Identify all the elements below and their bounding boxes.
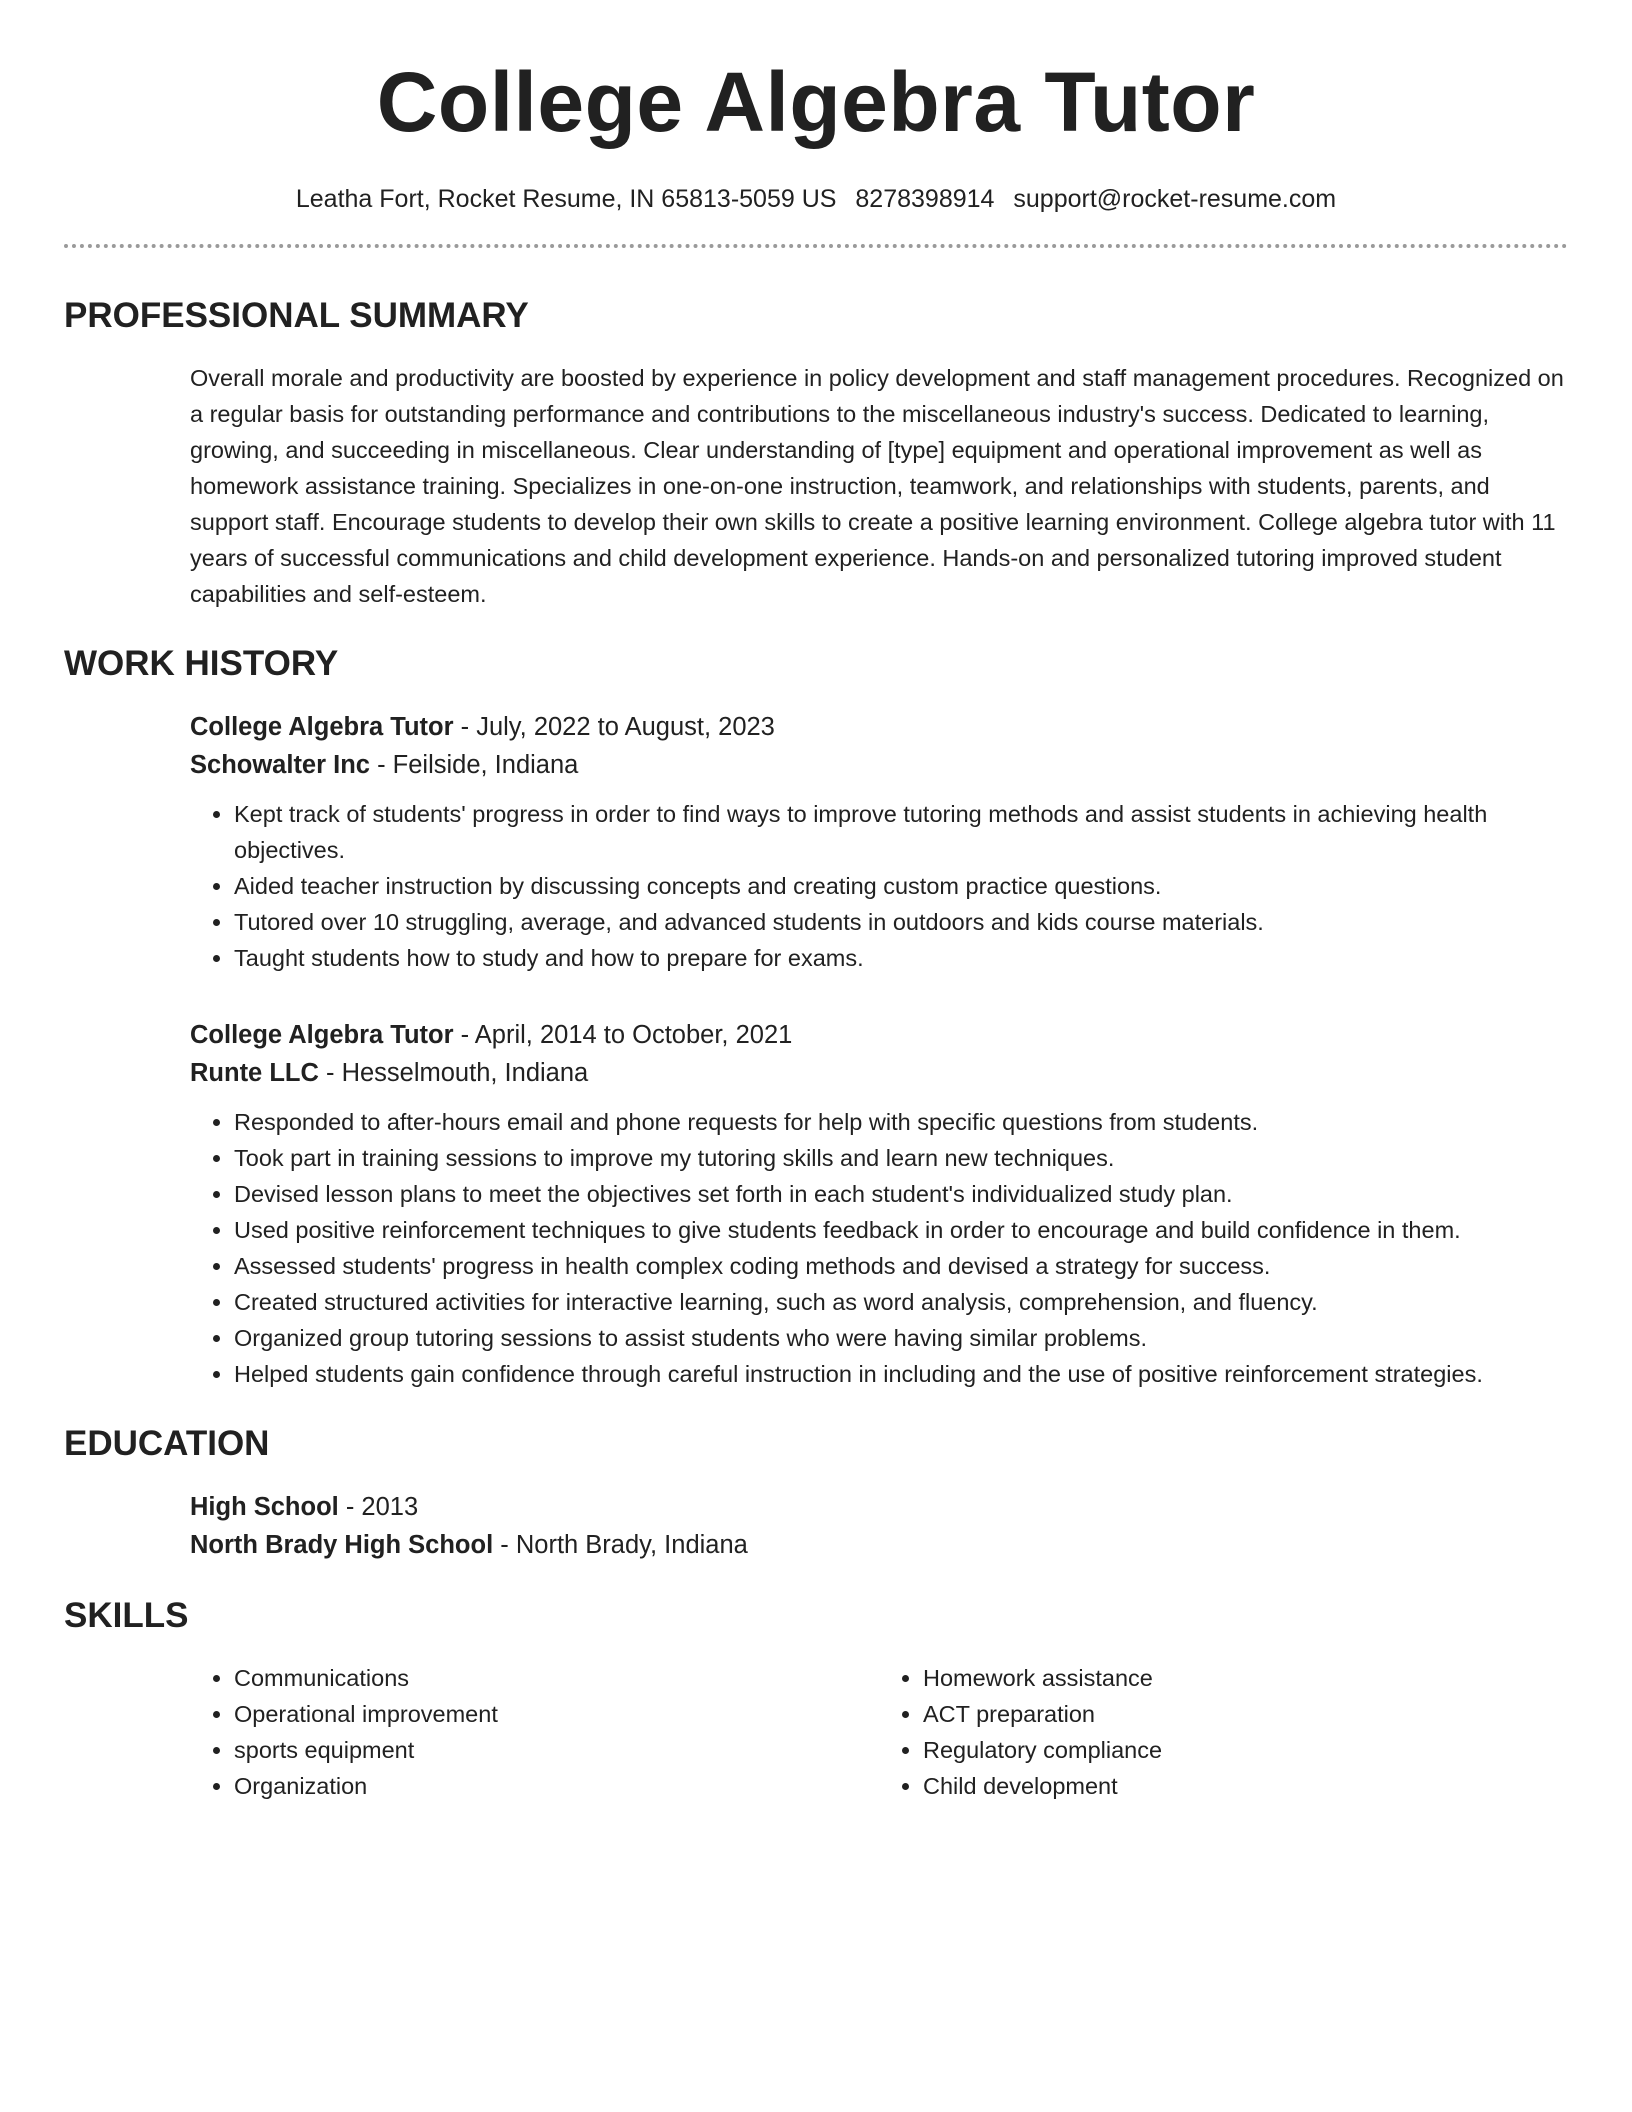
job-bullet: • Helped students gain confidence through careful instruction in including and the use of positive reinforcement strategies. [234, 1356, 1568, 1392]
contact-address: Leatha Fort, Rocket Resume, IN 65813-5059 US [295, 185, 837, 213]
skills-body [190, 1660, 1568, 1804]
job-bullet: • Tutored over 10 struggling, average, and advanced students in outdoors and kids course materials. [234, 904, 1568, 940]
job-role: College Algebra Tutor [190, 713, 454, 741]
education-degree: High School [190, 1493, 339, 1521]
job-bullet: • Took part in training sessions to improve my tutoring skills and learn new techniques. [234, 1140, 1568, 1176]
summary-heading: PROFESSIONAL SUMMARY [64, 296, 529, 335]
job-company: Runte LLC [190, 1059, 319, 1087]
summary-section [64, 294, 1568, 612]
job-bullet: • Devised lesson plans to meet the objectives set forth in each student's individualized study plan. [234, 1176, 1568, 1212]
work-history-body [190, 708, 1568, 1392]
job-company-line [190, 1054, 1568, 1092]
work-history-section [64, 642, 1568, 1392]
skills-heading: SKILLS [64, 1596, 189, 1635]
skill-item: • ACT preparation [923, 1696, 1568, 1732]
education-location: - North Brady, Indiana [493, 1531, 748, 1559]
education-school-line [190, 1526, 1568, 1564]
education-heading: EDUCATION [64, 1424, 270, 1463]
job-title-line [190, 708, 1568, 746]
job-company: Schowalter Inc [190, 751, 370, 779]
education-school: North Brady High School [190, 1531, 494, 1559]
job-location: - Hesselmouth, Indiana [318, 1059, 589, 1087]
job-bullet: • Created structured activities for interactive learning, such as word analysis, comprehension, and fluency. [234, 1284, 1568, 1320]
skill-item: • sports equipment [234, 1732, 879, 1768]
work-history-heading: WORK HISTORY [64, 644, 339, 683]
skill-item: • Communications [234, 1660, 879, 1696]
job-dates: - July, 2022 to August, 2023 [453, 713, 775, 741]
job-bullet: • Responded to after-hours email and phone requests for help with specific questions from students. [234, 1104, 1568, 1140]
job-role: College Algebra Tutor [190, 1021, 454, 1049]
skill-item: • Homework assistance [923, 1660, 1568, 1696]
job-location: - Feilside, Indiana [369, 751, 579, 779]
header-divider [64, 244, 1568, 248]
resume-header [64, 0, 1568, 248]
skills-grid [190, 1660, 1568, 1804]
education-year: - 2013 [338, 1493, 419, 1521]
contact-email: support@rocket-resume.com [1013, 185, 1337, 213]
job-company-line [190, 746, 1568, 784]
job-title-line [190, 1016, 1568, 1054]
job-entry [190, 1016, 1568, 1392]
job-bullet: • Assessed students' progress in health complex coding methods and devised a strategy for success. [234, 1248, 1568, 1284]
summary-body [190, 360, 1568, 612]
education-degree-line [190, 1488, 1568, 1526]
job-dates: - April, 2014 to October, 2021 [453, 1021, 793, 1049]
job-bullet: • Kept track of students' progress in order to find ways to improve tutoring methods and assist students in achieving health objectives. [234, 796, 1568, 868]
contact-line [64, 182, 1568, 216]
summary-text: Overall morale and productivity are boosted by experience in policy development and staff management procedures. Recognized on a regular basis for outstanding performance and contributions to the miscellaneous industry's success. Dedicated to learning, growing, and succeeding in miscellaneous. Clear understanding of [type] equipment and operational improvement as well as homework assistance training. Specializes in one-on-one instruction, teamwork, and relationships with students, parents, and support staff. Encourage students to develop their own skills to create a positive learning environment. College algebra tutor with 11 years of successful communications and child development experience. Hands-on and personalized tutoring improved student capabilities and self-esteem. [190, 365, 1564, 607]
job-bullet: • Aided teacher instruction by discussing concepts and creating custom practice questions. [234, 868, 1568, 904]
job-bullet: • Organized group tutoring sessions to assist students who were having similar problems. [234, 1320, 1568, 1356]
skill-item: • Regulatory compliance [923, 1732, 1568, 1768]
skills-list-left [190, 1660, 879, 1804]
job-bullet-list [190, 796, 1568, 976]
skill-item: • Operational improvement [234, 1696, 879, 1732]
skills-section [64, 1594, 1568, 1804]
contact-phone: 8278398914 [855, 185, 995, 213]
skill-item: • Child development [923, 1768, 1568, 1804]
education-body [190, 1488, 1568, 1564]
job-entry [190, 708, 1568, 976]
job-bullet-list [190, 1104, 1568, 1392]
resume-title: College Algebra Tutor [376, 55, 1256, 149]
skill-item: • Organization [234, 1768, 879, 1804]
education-section [64, 1422, 1568, 1564]
skills-list-right [879, 1660, 1568, 1804]
job-bullet: • Used positive reinforcement techniques to give students feedback in order to encourage and build confidence in them. [234, 1212, 1568, 1248]
job-bullet: • Taught students how to study and how to prepare for exams. [234, 940, 1568, 976]
